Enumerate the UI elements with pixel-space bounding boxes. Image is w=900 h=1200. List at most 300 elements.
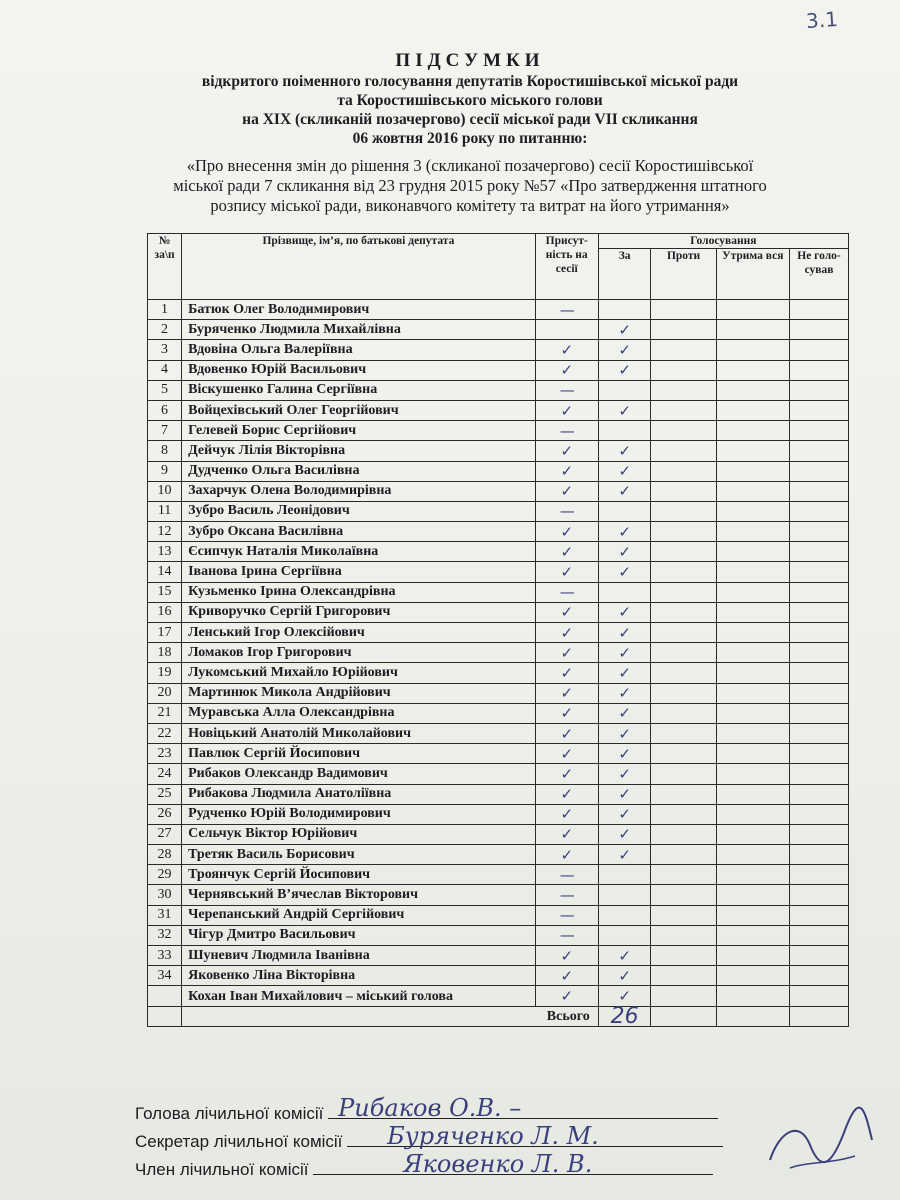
deputy-name: Рибакова Людмила Анатоліївна [182,784,536,804]
deputy-name: Захарчук Олена Володимирівна [182,481,536,501]
title-block [120,50,820,216]
presence-mark: ✓ [535,824,598,844]
za-mark [598,501,651,521]
deputy-name: Рудченко Юрій Володимирович [182,804,536,824]
ne-holosuvav-cell [790,360,849,380]
presence-mark: ✓ [535,602,598,622]
row-number: 27 [148,824,182,844]
utrymavsya-cell [716,683,789,703]
utrymavsya-cell [716,400,789,420]
mayor-proty-cell [651,986,716,1006]
proty-cell [651,481,716,501]
proty-cell [651,744,716,764]
za-mark: ✓ [598,360,651,380]
za-mark: ✓ [598,340,651,360]
proty-cell [651,946,716,966]
deputy-name: Дудченко Ольга Василівна [182,461,536,481]
question-text [120,156,820,216]
header-voting: Голосування [598,234,848,249]
ne-holosuvav-cell [790,946,849,966]
proty-cell [651,824,716,844]
signature-line [347,1122,723,1150]
za-mark [598,421,651,441]
row-number: 11 [148,501,182,521]
deputy-name: Єсипчук Наталія Миколаївна [182,542,536,562]
proty-cell [651,340,716,360]
table-row [148,461,849,481]
ne-holosuvav-cell [790,602,849,622]
proty-cell [651,501,716,521]
presence-mark: ✓ [535,804,598,824]
header-proty: Проти [651,249,716,300]
za-mark: ✓ [598,966,651,986]
row-number: 26 [148,804,182,824]
deputy-name: Чернявський В’ячеслав Вікторович [182,885,536,905]
proty-cell [651,360,716,380]
commission-chair-label: Голова лічильної комісії [135,1104,324,1123]
ne-holosuvav-cell [790,643,849,663]
utrymavsya-cell [716,703,789,723]
table-row [148,703,849,723]
table-row [148,320,849,340]
utrymavsya-cell [716,865,789,885]
za-mark: ✓ [598,845,651,865]
commission-chair [135,1094,718,1124]
proty-cell [651,602,716,622]
table-row [148,804,849,824]
commission-secretary-signature: Буряченко Л. М. [387,1122,599,1150]
mayor-za-mark: ✓ [598,986,651,1006]
table-row [148,946,849,966]
presence-mark: — [535,905,598,925]
proty-cell [651,764,716,784]
table-row [148,784,849,804]
total-proty-cell [651,1006,716,1026]
table-row [148,602,849,622]
row-number: 16 [148,602,182,622]
presence-mark [535,320,598,340]
presence-mark: ✓ [535,340,598,360]
total-utrymavsya-cell [716,1006,789,1026]
utrymavsya-cell [716,946,789,966]
subtitle-line: 06 жовтня 2016 року по питанню: [352,130,588,147]
proty-cell [651,562,716,582]
presence-mark: ✓ [535,966,598,986]
za-mark: ✓ [598,461,651,481]
presence-mark: ✓ [535,744,598,764]
proty-cell [651,703,716,723]
deputy-name: Сельчук Віктор Юрійович [182,824,536,844]
mayor-number-cell [148,986,182,1006]
total-row [148,1006,849,1026]
utrymavsya-cell [716,784,789,804]
za-mark [598,300,651,320]
deputy-name: Шуневич Людмила Іванівна [182,946,536,966]
ne-holosuvav-cell [790,764,849,784]
proty-cell [651,845,716,865]
proty-cell [651,723,716,743]
utrymavsya-cell [716,966,789,986]
ne-holosuvav-cell [790,845,849,865]
utrymavsya-cell [716,663,789,683]
row-number: 32 [148,925,182,945]
presence-mark: — [535,300,598,320]
deputy-name: Третяк Василь Борисович [182,845,536,865]
row-number: 13 [148,542,182,562]
za-mark: ✓ [598,663,651,683]
commission-member [135,1150,713,1180]
row-number: 8 [148,441,182,461]
deputy-name: Іванова Ірина Сергіївна [182,562,536,582]
proty-cell [651,865,716,885]
za-mark [598,905,651,925]
row-number: 4 [148,360,182,380]
presence-mark: ✓ [535,481,598,501]
row-number: 9 [148,461,182,481]
ne-holosuvav-cell [790,663,849,683]
table-row [148,340,849,360]
header-za: За [598,249,651,300]
deputy-name: Вдовіна Ольга Валеріївна [182,340,536,360]
ne-holosuvav-cell [790,865,849,885]
commission-member-signature: Яковенко Л. В. [403,1150,593,1178]
utrymavsya-cell [716,723,789,743]
utrymavsya-cell [716,925,789,945]
presence-mark: — [535,380,598,400]
utrymavsya-cell [716,320,789,340]
table-row [148,845,849,865]
utrymavsya-cell [716,380,789,400]
table-row [148,441,849,461]
ne-holosuvav-cell [790,885,849,905]
mayor-name: Кохан Іван Михайлович – міський голова [182,986,536,1006]
za-mark: ✓ [598,522,651,542]
proty-cell [651,885,716,905]
presence-mark: ✓ [535,441,598,461]
subtitle-line: відкритого поіменного голосування депутатів Коростишівської міської ради [201,73,739,90]
presence-mark: ✓ [535,522,598,542]
table-row [148,522,849,542]
header-ne-holosuvav: Не голо-сував [790,249,849,300]
row-number: 34 [148,966,182,986]
row-number: 2 [148,320,182,340]
deputy-name: Новіцький Анатолій Миколайович [182,723,536,743]
ne-holosuvav-cell [790,400,849,420]
utrymavsya-cell [716,522,789,542]
za-mark: ✓ [598,441,651,461]
proty-cell [651,522,716,542]
utrymavsya-cell [716,360,789,380]
row-number: 1 [148,300,182,320]
presence-mark: — [535,925,598,945]
za-mark: ✓ [598,784,651,804]
ne-holosuvav-cell [790,905,849,925]
utrymavsya-cell [716,481,789,501]
signature-line [328,1094,718,1122]
table-row [148,643,849,663]
proty-cell [651,441,716,461]
table-row [148,865,849,885]
mayor-ne-holosuvav-cell [790,986,849,1006]
deputy-name: Дейчук Лілія Вікторівна [182,441,536,461]
commission-member-label: Член лічильної комісії [135,1160,309,1179]
table-body [148,300,849,986]
presence-mark: — [535,885,598,905]
ne-holosuvav-cell [790,582,849,602]
utrymavsya-cell [716,845,789,865]
za-mark: ✓ [598,643,651,663]
za-mark [598,865,651,885]
table-row [148,905,849,925]
proty-cell [651,966,716,986]
proty-cell [651,380,716,400]
table-row [148,380,849,400]
presence-mark: ✓ [535,542,598,562]
presence-mark: ✓ [535,784,598,804]
za-mark [598,380,651,400]
utrymavsya-cell [716,764,789,784]
za-mark: ✓ [598,400,651,420]
utrymavsya-cell [716,824,789,844]
proty-cell [651,683,716,703]
mayor-row [148,986,849,1006]
table-row [148,744,849,764]
ne-holosuvav-cell [790,441,849,461]
ne-holosuvav-cell [790,461,849,481]
row-number: 18 [148,643,182,663]
presence-mark: — [535,582,598,602]
ne-holosuvav-cell [790,501,849,521]
za-mark: ✓ [598,764,651,784]
utrymavsya-cell [716,623,789,643]
deputy-name: Лукомський Михайло Юрійович [182,663,536,683]
za-mark: ✓ [598,946,651,966]
row-number: 21 [148,703,182,723]
proty-cell [651,663,716,683]
deputy-name: Мартинюк Микола Андрійович [182,683,536,703]
ne-holosuvav-cell [790,320,849,340]
table-row [148,925,849,945]
table-row [148,501,849,521]
table-row [148,723,849,743]
total-ne-holosuvav-cell [790,1006,849,1026]
ne-holosuvav-cell [790,522,849,542]
presence-mark: ✓ [535,723,598,743]
deputy-name: Зубро Оксана Василівна [182,522,536,542]
ne-holosuvav-cell [790,683,849,703]
proty-cell [651,461,716,481]
presence-mark: ✓ [535,562,598,582]
ne-holosuvav-cell [790,804,849,824]
header-number: № за\п [148,234,182,300]
signature-line [313,1150,713,1178]
deputy-name: Павлюк Сергій Йосипович [182,744,536,764]
ne-holosuvav-cell [790,744,849,764]
header-presence: Присут-ність на сесії [535,234,598,300]
za-mark: ✓ [598,320,651,340]
presence-mark: ✓ [535,400,598,420]
row-number: 20 [148,683,182,703]
za-mark: ✓ [598,683,651,703]
presence-mark: ✓ [535,845,598,865]
commission-secretary-label: Секретар лічильної комісії [135,1132,343,1151]
ne-holosuvav-cell [790,925,849,945]
presence-mark: ✓ [535,764,598,784]
deputy-name: Криворучко Сергій Григорович [182,602,536,622]
mayor-utrymavsya-cell [716,986,789,1006]
utrymavsya-cell [716,542,789,562]
table-row [148,400,849,420]
utrymavsya-cell [716,300,789,320]
za-mark: ✓ [598,723,651,743]
deputy-name: Гелевей Борис Сергійович [182,421,536,441]
row-number: 31 [148,905,182,925]
subtitle-line: та Коростишівського міського голови [337,92,603,109]
table-row [148,582,849,602]
deputy-name: Черепанський Андрій Сергійович [182,905,536,925]
presence-mark: ✓ [535,360,598,380]
utrymavsya-cell [716,744,789,764]
row-number: 6 [148,400,182,420]
ne-holosuvav-cell [790,300,849,320]
proty-cell [651,320,716,340]
commission-secretary [135,1122,723,1152]
ne-holosuvav-cell [790,824,849,844]
deputy-name: Ленський Ігор Олексійович [182,623,536,643]
utrymavsya-cell [716,885,789,905]
utrymavsya-cell [716,340,789,360]
ne-holosuvav-cell [790,421,849,441]
za-mark: ✓ [598,481,651,501]
deputy-name: Вдовенко Юрій Васильович [182,360,536,380]
proty-cell [651,925,716,945]
ne-holosuvav-cell [790,623,849,643]
za-mark [598,885,651,905]
utrymavsya-cell [716,905,789,925]
row-number: 25 [148,784,182,804]
table-row [148,966,849,986]
utrymavsya-cell [716,441,789,461]
commission-chair-signature: Рибаков О.В. – [338,1094,522,1122]
presence-mark: — [535,501,598,521]
ne-holosuvav-cell [790,723,849,743]
proty-cell [651,804,716,824]
row-number: 17 [148,623,182,643]
utrymavsya-cell [716,562,789,582]
table-row [148,421,849,441]
row-number: 3 [148,340,182,360]
deputy-name: Троянчук Сергій Йосипович [182,865,536,885]
za-mark [598,925,651,945]
za-mark: ✓ [598,623,651,643]
row-number: 5 [148,380,182,400]
table-row [148,764,849,784]
page-number: 3.1 [805,6,839,34]
za-mark: ✓ [598,542,651,562]
total-label: Всього [182,1006,599,1026]
utrymavsya-cell [716,461,789,481]
row-number: 33 [148,946,182,966]
table-row [148,542,849,562]
ne-holosuvav-cell [790,481,849,501]
row-number: 23 [148,744,182,764]
question-line: міської ради 7 скликання від 23 грудня 2015 року №57 «Про затвердження штатного [173,176,767,195]
deputy-name: Кузьменко Ірина Олександрівна [182,582,536,602]
ne-holosuvav-cell [790,542,849,562]
deputy-name: Зубро Василь Леонідович [182,501,536,521]
deputy-name: Чігур Дмитро Васильович [182,925,536,945]
deputy-name: Войцехівський Олег Георгійович [182,400,536,420]
table-row [148,683,849,703]
row-number: 7 [148,421,182,441]
presence-mark: ✓ [535,683,598,703]
utrymavsya-cell [716,501,789,521]
header-name: Прізвище, ім’я, по батькові депутата [182,234,536,300]
question-line: розпису міської ради, виконавчого комітету та витрат на його утримання» [210,196,730,215]
presence-mark: ✓ [535,946,598,966]
ne-holosuvav-cell [790,703,849,723]
presence-mark: — [535,421,598,441]
table-row [148,300,849,320]
row-number: 22 [148,723,182,743]
table-row [148,360,849,380]
za-mark: ✓ [598,602,651,622]
subtitle-line: на XIX (скликаній позачергово) сесії міської ради VII скликання [242,111,698,128]
proty-cell [651,905,716,925]
za-mark: ✓ [598,804,651,824]
total-number-cell [148,1006,182,1026]
table-row [148,824,849,844]
deputy-name: Рибаков Олександр Вадимович [182,764,536,784]
question-line: «Про внесення змін до рішення 3 (скликаної позачергово) сесії Коростишівської [186,156,754,175]
utrymavsya-cell [716,643,789,663]
total-value: 26 [598,1006,651,1026]
proty-cell [651,582,716,602]
header-utrymavsya: Утрима вся [716,249,789,300]
ne-holosuvav-cell [790,340,849,360]
utrymavsya-cell [716,602,789,622]
za-mark: ✓ [598,744,651,764]
za-mark: ✓ [598,562,651,582]
table-row [148,885,849,905]
ne-holosuvav-cell [790,966,849,986]
handwritten-signature-icon [760,1090,880,1180]
row-number: 30 [148,885,182,905]
ne-holosuvav-cell [790,562,849,582]
row-number: 15 [148,582,182,602]
deputy-name: Муравська Алла Олександрівна [182,703,536,723]
proty-cell [651,421,716,441]
proty-cell [651,623,716,643]
deputy-name: Батюк Олег Володимирович [182,300,536,320]
proty-cell [651,784,716,804]
row-number: 10 [148,481,182,501]
proty-cell [651,643,716,663]
row-number: 28 [148,845,182,865]
row-number: 24 [148,764,182,784]
table-row [148,481,849,501]
row-number: 29 [148,865,182,885]
row-number: 19 [148,663,182,683]
mayor-presence-mark: ✓ [535,986,598,1006]
za-mark: ✓ [598,703,651,723]
presence-mark: ✓ [535,623,598,643]
proty-cell [651,300,716,320]
ne-holosuvav-cell [790,784,849,804]
table-row [148,562,849,582]
ne-holosuvav-cell [790,380,849,400]
deputy-name: Яковенко Ліна Вікторівна [182,966,536,986]
